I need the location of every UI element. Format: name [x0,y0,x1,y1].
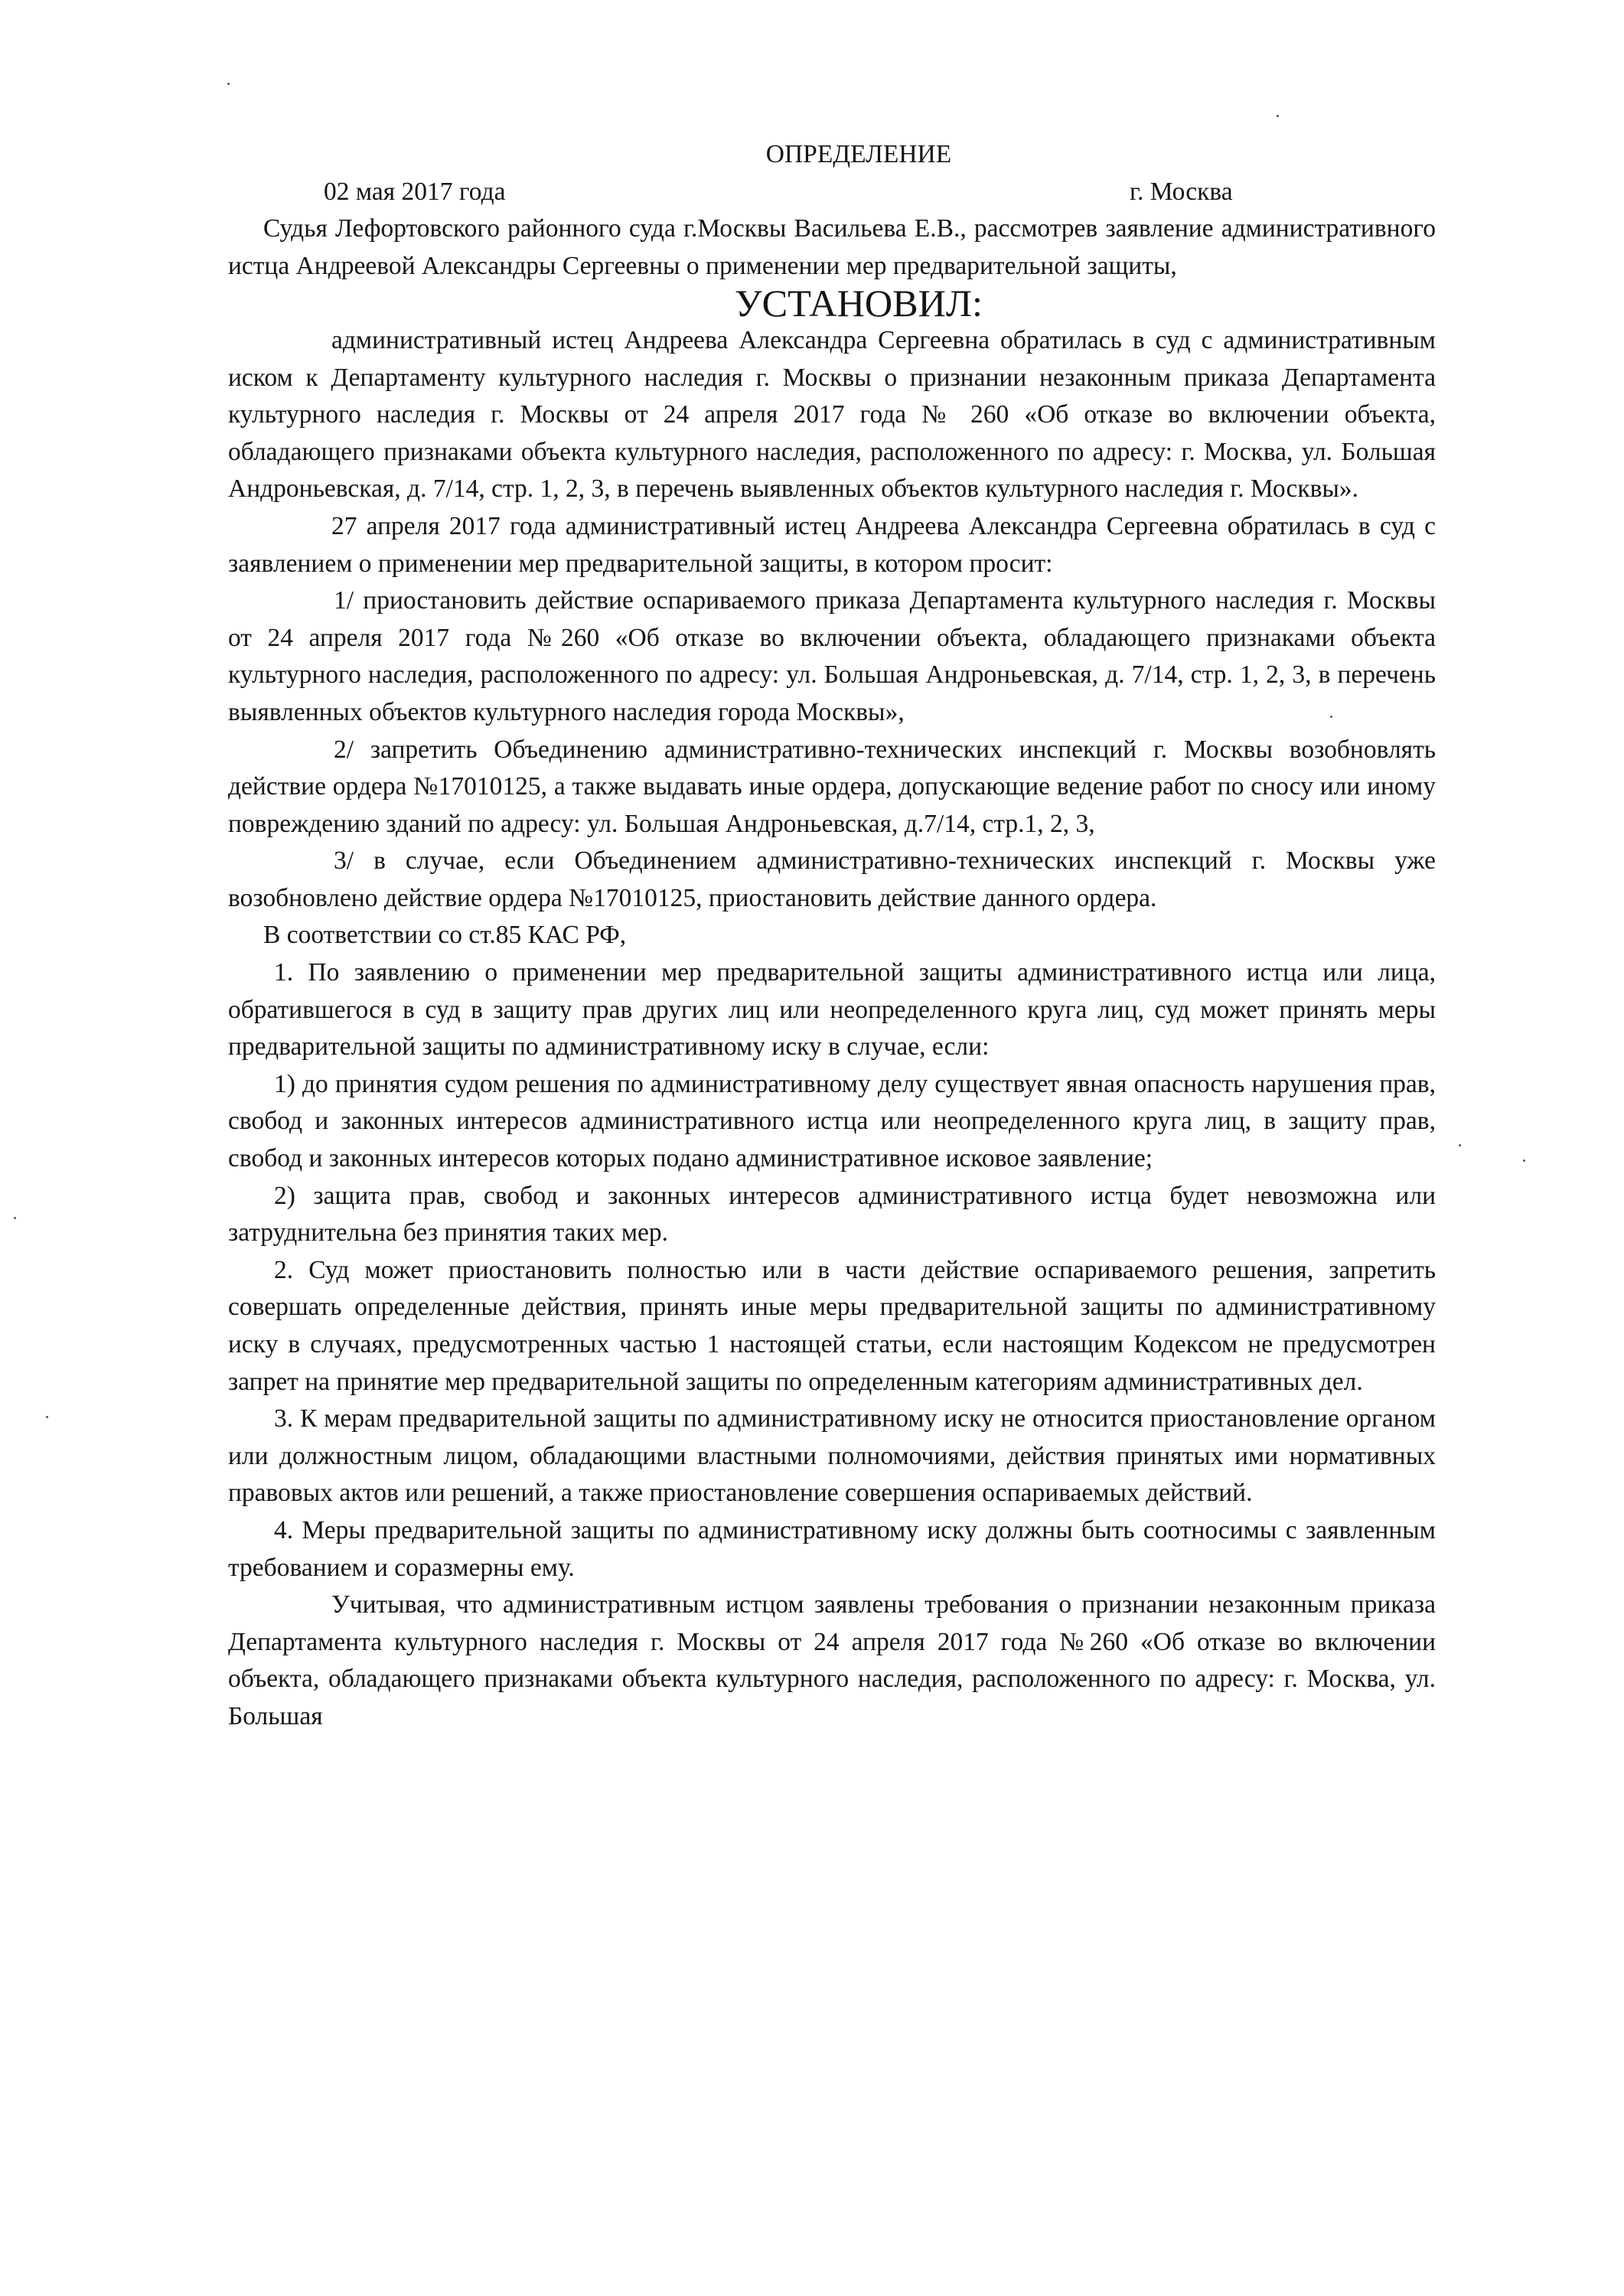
claim-paragraph: административный истец Андреева Александра Сергеевна обратилась в суд с административным иском к Департаменту культурного наследия г. Москвы о признании незаконным приказа Департамента культурного наследия г. Москвы от 24 апреля 2017 года № 260 «Об отказе во включении объекта, обладающего признаками объекта культурного наследия, расположенного по адресу: г. Москва, ул. Большая Андроньевская, д. 7/14, стр. 1, 2, 3, в перечень выявленных объектов культурного наследия г. Москвы». [228,325,1436,504]
document-city: г. Москва [1130,177,1233,206]
scan-speck [1277,115,1279,117]
document-date: 02 мая 2017 года [324,177,506,206]
established-heading: УСТАНОВИЛ: [735,282,983,325]
document-body [228,136,1436,1736]
article-point-1: 1. По заявлению о применении мер предварительной защиты административного истца или лица, обратившегося в суд в защиту прав других лиц или неопределенного круга лиц, суд может принять меры предварительной защиты по административному иску в случае, если: [228,958,1436,1062]
intro-paragraph: Судья Лефортовского районного суда г.Москвы Васильева Е.В., рассмотрев заявление административного истца Андреевой Александры Сергеевны о применении мер предварительной защиты, [228,214,1436,280]
request-item-3: 3/ в случае, если Объединением административно-технических инспекций г. Москвы уже возобновлено действие ордера №17010125, приостановить действие данного ордера. [228,846,1436,912]
request-item-1: 1/ приостановить действие оспариваемого приказа Департамента культурного наследия г. Москвы от 24 апреля 2017 года №260 «Об отказе во включении объекта, обладающего признаками объекта культурного наследия, расположенного по адресу: ул. Большая Андроньевская, д. 7/14, стр. 1, 2, 3, в перечень выявленных объектов культурного наследия города Москвы», [228,586,1436,726]
scan-speck [46,1416,48,1418]
article-point-3: 3. К мерам предварительной защиты по административному иску не относится приостановление органом или должностным лицом, обладающими властными полномочиями, действия принятых ими нормативных правовых актов или решений, а также приостановление совершения оспариваемых действий. [228,1404,1436,1508]
article-point-2: 2. Суд может приостановить полностью или в части действие оспариваемого решения, запретить совершать определенные действия, принять иные меры предварительной защиты по административному иску в случаях, предусмотренных частью 1 настоящей статьи, если настоящим Кодексом не предусмотрен запрет на принятие мер предварительной защиты по определенным категориям административных дел. [228,1255,1436,1396]
scan-speck [227,83,230,85]
scan-speck [1459,1144,1461,1146]
article-subpoint-1: 1) до принятия судом решения по административному делу существует явная опасность нарушения прав, свобод и законных интересов административного истца или неопределенного круга лиц, в защиту прав, свобод и законных интересов которых подано административное исковое заявление; [228,1069,1436,1173]
application-paragraph: 27 апреля 2017 года административный истец Андреева Александра Сергеевна обратилась в суд с заявлением о применении мер предварительной защиты, в котором просит: [228,511,1436,578]
article-point-4: 4. Меры предварительной защиты по административному иску должны быть соотносимы с заявленным требованием и соразмерны ему. [228,1515,1436,1582]
scan-speck [1523,1159,1525,1162]
document-title: ОПРЕДЕЛЕНИЕ [765,140,952,168]
request-item-2: 2/ запретить Объединению административно-технических инспекций г. Москвы возобновлять действие ордера №17010125, а также выдавать иные ордера, допускающие ведение работ по сносу или иному повреждению зданий по адресу: ул. Большая Андроньевская, д.7/14, стр.1, 2, 3, [228,735,1436,838]
considering-paragraph: Учитывая, что административным истцом заявлены требования о признании незаконным приказа Департамента культурного наследия г. Москвы от 24 апреля 2017 года №260 «Об отказе во включении объекта, обладающего признаками объекта культурного наследия, расположенного по адресу: г. Москва, ул. Большая [228,1590,1436,1730]
dateline [228,174,1436,211]
article-subpoint-2: 2) защита прав, свобод и законных интересов административного истца будет невозможна или затруднительна без принятия таких мер. [228,1181,1436,1247]
scan-speck [14,1217,16,1219]
law-reference: В соответствии со ст.85 КАС РФ, [263,921,627,950]
